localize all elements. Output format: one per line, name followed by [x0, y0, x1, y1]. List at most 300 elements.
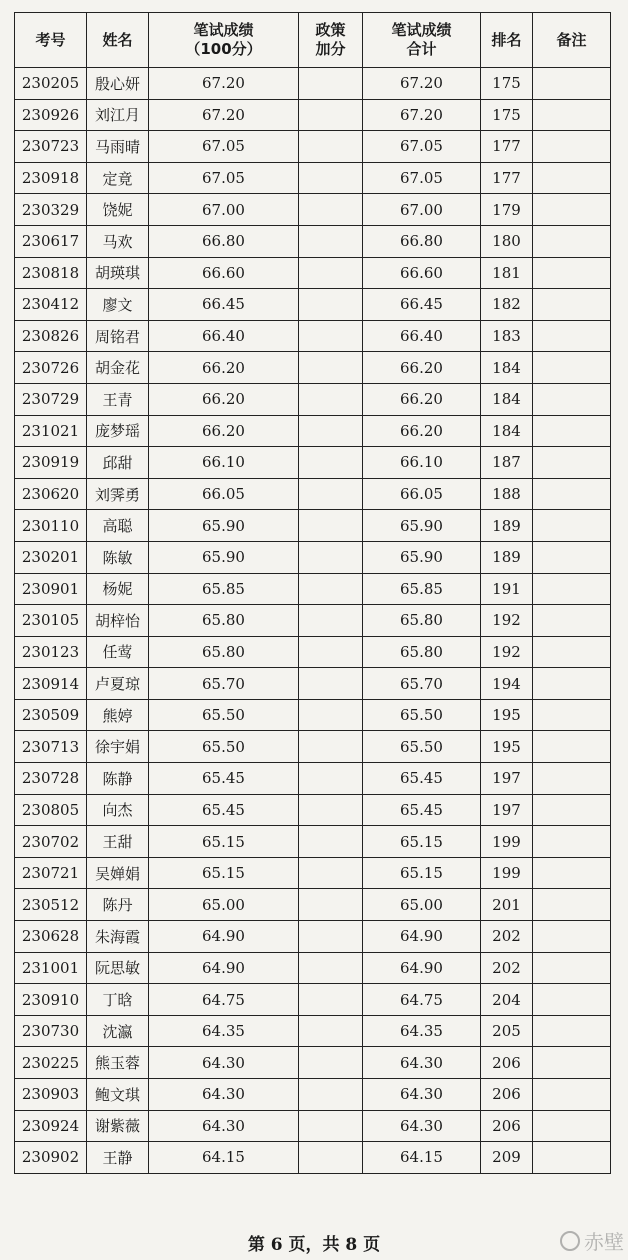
cell-exam-no: 231001 [15, 952, 87, 984]
cell-rank: 184 [481, 352, 533, 384]
header-policy-bonus-line2: 加分 [315, 40, 346, 58]
cell-name: 王静 [87, 1142, 149, 1174]
cell-exam-no: 230628 [15, 921, 87, 953]
cell-exam-no: 230726 [15, 352, 87, 384]
cell-exam-no: 230901 [15, 573, 87, 605]
cell-remarks [533, 1110, 611, 1142]
cell-remarks [533, 352, 611, 384]
cell-name: 卢夏琼 [87, 668, 149, 700]
cell-remarks [533, 952, 611, 984]
cell-written-total: 66.60 [363, 257, 481, 289]
cell-written-score: 67.00 [149, 194, 299, 226]
cell-rank: 181 [481, 257, 533, 289]
cell-rank: 199 [481, 857, 533, 889]
table-row [15, 984, 611, 1016]
cell-written-total: 65.45 [363, 794, 481, 826]
cell-rank: 209 [481, 1142, 533, 1174]
table-row [15, 510, 611, 542]
cell-name: 谢紫薇 [87, 1110, 149, 1142]
cell-written-total: 66.20 [363, 415, 481, 447]
cell-remarks [533, 921, 611, 953]
cell-exam-no: 230924 [15, 1110, 87, 1142]
cell-written-score: 66.05 [149, 478, 299, 510]
cell-rank: 205 [481, 1015, 533, 1047]
cell-rank: 188 [481, 478, 533, 510]
cell-rank: 194 [481, 668, 533, 700]
cell-written-score: 65.15 [149, 857, 299, 889]
cell-exam-no: 230805 [15, 794, 87, 826]
table-row [15, 320, 611, 352]
cell-rank: 195 [481, 699, 533, 731]
cell-policy-bonus [299, 541, 363, 573]
table-row [15, 68, 611, 100]
cell-exam-no: 230702 [15, 826, 87, 858]
cell-remarks [533, 478, 611, 510]
cell-name: 周铭君 [87, 320, 149, 352]
cell-policy-bonus [299, 194, 363, 226]
cell-policy-bonus [299, 320, 363, 352]
header-written-total [363, 13, 481, 68]
cell-exam-no: 230225 [15, 1047, 87, 1079]
cell-exam-no: 230910 [15, 984, 87, 1016]
cell-policy-bonus [299, 763, 363, 795]
cell-name: 饶妮 [87, 194, 149, 226]
cell-written-total: 67.05 [363, 162, 481, 194]
cell-written-score: 67.05 [149, 131, 299, 163]
cell-name: 陈静 [87, 763, 149, 795]
header-exam-no: 考号 [15, 13, 87, 68]
table-row [15, 573, 611, 605]
cell-name: 王青 [87, 383, 149, 415]
cell-rank: 183 [481, 320, 533, 352]
cell-name: 邱甜 [87, 447, 149, 479]
cell-remarks [533, 194, 611, 226]
cell-written-total: 65.15 [363, 826, 481, 858]
cell-written-total: 64.30 [363, 1079, 481, 1111]
header-policy-bonus [299, 13, 363, 68]
cell-rank: 197 [481, 794, 533, 826]
cell-policy-bonus [299, 889, 363, 921]
cell-remarks [533, 1079, 611, 1111]
cell-name: 杨妮 [87, 573, 149, 605]
table-row [15, 1015, 611, 1047]
cell-name: 向杰 [87, 794, 149, 826]
cell-written-score: 67.20 [149, 68, 299, 100]
cell-remarks [533, 857, 611, 889]
cell-policy-bonus [299, 605, 363, 637]
cell-exam-no: 230826 [15, 320, 87, 352]
cell-exam-no: 230914 [15, 668, 87, 700]
header-name: 姓名 [87, 13, 149, 68]
table-row [15, 668, 611, 700]
cell-written-total: 67.00 [363, 194, 481, 226]
table-row [15, 1047, 611, 1079]
cell-policy-bonus [299, 415, 363, 447]
cell-name: 胡梓怡 [87, 605, 149, 637]
cell-remarks [533, 1015, 611, 1047]
cell-policy-bonus [299, 383, 363, 415]
cell-rank: 206 [481, 1047, 533, 1079]
cell-written-total: 65.45 [363, 763, 481, 795]
cell-written-score: 64.75 [149, 984, 299, 1016]
cell-remarks [533, 636, 611, 668]
cell-policy-bonus [299, 668, 363, 700]
table-row [15, 889, 611, 921]
cell-policy-bonus [299, 573, 363, 605]
header-policy-bonus-line1: 政策 [315, 21, 346, 39]
cell-name: 朱海霞 [87, 921, 149, 953]
cell-remarks [533, 605, 611, 637]
cell-rank: 175 [481, 99, 533, 131]
table-row [15, 289, 611, 321]
cell-exam-no: 230728 [15, 763, 87, 795]
cell-written-total: 64.30 [363, 1110, 481, 1142]
cell-name: 鲍文琪 [87, 1079, 149, 1111]
cell-policy-bonus [299, 636, 363, 668]
cell-policy-bonus [299, 447, 363, 479]
cell-rank: 179 [481, 194, 533, 226]
cell-written-total: 66.10 [363, 447, 481, 479]
table-row [15, 415, 611, 447]
cell-remarks [533, 131, 611, 163]
cell-rank: 201 [481, 889, 533, 921]
cell-written-score: 64.90 [149, 921, 299, 953]
cell-name: 熊玉蓉 [87, 1047, 149, 1079]
cell-rank: 177 [481, 162, 533, 194]
cell-written-score: 65.50 [149, 699, 299, 731]
cell-written-score: 66.40 [149, 320, 299, 352]
cell-policy-bonus [299, 952, 363, 984]
cell-exam-no: 230512 [15, 889, 87, 921]
cell-written-score: 64.35 [149, 1015, 299, 1047]
cell-name: 沈瀛 [87, 1015, 149, 1047]
cell-exam-no: 230713 [15, 731, 87, 763]
cell-written-total: 65.85 [363, 573, 481, 605]
cell-written-score: 66.20 [149, 415, 299, 447]
cell-remarks [533, 984, 611, 1016]
cell-policy-bonus [299, 289, 363, 321]
header-row [15, 13, 611, 68]
cell-written-score: 66.80 [149, 225, 299, 257]
score-table [14, 12, 611, 1174]
cell-written-total: 67.20 [363, 68, 481, 100]
cell-rank: 202 [481, 921, 533, 953]
cell-rank: 206 [481, 1110, 533, 1142]
cell-rank: 191 [481, 573, 533, 605]
cell-name: 刘霁勇 [87, 478, 149, 510]
cell-name: 马欢 [87, 225, 149, 257]
table-row [15, 541, 611, 573]
table-body [15, 68, 611, 1174]
cell-remarks [533, 699, 611, 731]
cell-written-score: 64.30 [149, 1079, 299, 1111]
cell-written-total: 65.70 [363, 668, 481, 700]
table-row [15, 1142, 611, 1174]
wechat-icon [560, 1231, 580, 1251]
cell-name: 胡金花 [87, 352, 149, 384]
cell-written-score: 65.45 [149, 763, 299, 795]
cell-written-score: 65.00 [149, 889, 299, 921]
cell-remarks [533, 257, 611, 289]
cell-exam-no: 230926 [15, 99, 87, 131]
table-row [15, 352, 611, 384]
cell-rank: 199 [481, 826, 533, 858]
cell-remarks [533, 1142, 611, 1174]
table-row [15, 763, 611, 795]
cell-written-score: 65.90 [149, 541, 299, 573]
cell-written-score: 64.30 [149, 1110, 299, 1142]
cell-rank: 175 [481, 68, 533, 100]
cell-remarks [533, 1047, 611, 1079]
cell-remarks [533, 447, 611, 479]
cell-exam-no: 230329 [15, 194, 87, 226]
cell-rank: 187 [481, 447, 533, 479]
cell-written-total: 64.90 [363, 921, 481, 953]
cell-rank: 180 [481, 225, 533, 257]
cell-written-total: 65.80 [363, 605, 481, 637]
cell-written-score: 65.90 [149, 510, 299, 542]
cell-written-score: 65.15 [149, 826, 299, 858]
cell-policy-bonus [299, 731, 363, 763]
cell-written-total: 66.45 [363, 289, 481, 321]
cell-written-score: 67.05 [149, 162, 299, 194]
cell-written-score: 66.60 [149, 257, 299, 289]
cell-remarks [533, 573, 611, 605]
table-row [15, 636, 611, 668]
table-header [15, 13, 611, 68]
cell-exam-no: 230509 [15, 699, 87, 731]
cell-policy-bonus [299, 162, 363, 194]
cell-written-total: 65.90 [363, 510, 481, 542]
table-row [15, 1110, 611, 1142]
cell-exam-no: 230918 [15, 162, 87, 194]
cell-rank: 206 [481, 1079, 533, 1111]
cell-policy-bonus [299, 1015, 363, 1047]
table-row [15, 131, 611, 163]
cell-rank: 192 [481, 636, 533, 668]
table-row [15, 952, 611, 984]
table-row [15, 731, 611, 763]
table-row [15, 447, 611, 479]
cell-remarks [533, 415, 611, 447]
cell-rank: 182 [481, 289, 533, 321]
cell-written-total: 65.90 [363, 541, 481, 573]
cell-written-score: 65.70 [149, 668, 299, 700]
cell-written-score: 65.80 [149, 636, 299, 668]
cell-remarks [533, 162, 611, 194]
cell-exam-no: 230721 [15, 857, 87, 889]
cell-name: 吴婵娟 [87, 857, 149, 889]
cell-written-score: 66.20 [149, 383, 299, 415]
cell-exam-no: 230902 [15, 1142, 87, 1174]
page-number-footer: 第 6 页，共 8 页 [247, 1235, 381, 1255]
cell-written-total: 66.20 [363, 383, 481, 415]
cell-remarks [533, 763, 611, 795]
cell-written-score: 64.30 [149, 1047, 299, 1079]
cell-policy-bonus [299, 794, 363, 826]
cell-written-total: 67.20 [363, 99, 481, 131]
cell-rank: 195 [481, 731, 533, 763]
cell-exam-no: 230818 [15, 257, 87, 289]
cell-remarks [533, 383, 611, 415]
cell-exam-no: 230723 [15, 131, 87, 163]
cell-name: 陈丹 [87, 889, 149, 921]
table-row [15, 383, 611, 415]
cell-remarks [533, 668, 611, 700]
cell-written-total: 64.15 [363, 1142, 481, 1174]
cell-remarks [533, 68, 611, 100]
cell-policy-bonus [299, 826, 363, 858]
cell-exam-no: 230903 [15, 1079, 87, 1111]
cell-written-total: 65.50 [363, 699, 481, 731]
cell-written-score: 64.15 [149, 1142, 299, 1174]
cell-written-total: 64.35 [363, 1015, 481, 1047]
table-row [15, 162, 611, 194]
cell-policy-bonus [299, 510, 363, 542]
cell-written-total: 64.90 [363, 952, 481, 984]
cell-written-total: 66.80 [363, 225, 481, 257]
cell-written-score: 65.80 [149, 605, 299, 637]
cell-exam-no: 230205 [15, 68, 87, 100]
cell-policy-bonus [299, 1079, 363, 1111]
cell-written-score: 67.20 [149, 99, 299, 131]
cell-policy-bonus [299, 1142, 363, 1174]
cell-policy-bonus [299, 352, 363, 384]
table-row [15, 794, 611, 826]
table-row [15, 605, 611, 637]
cell-written-total: 65.80 [363, 636, 481, 668]
cell-exam-no: 230105 [15, 605, 87, 637]
cell-written-total: 66.40 [363, 320, 481, 352]
table-row [15, 1079, 611, 1111]
cell-written-total: 66.20 [363, 352, 481, 384]
cell-exam-no: 230620 [15, 478, 87, 510]
watermark-text: 赤壁 [584, 1230, 624, 1254]
cell-exam-no: 230919 [15, 447, 87, 479]
cell-rank: 189 [481, 510, 533, 542]
cell-remarks [533, 794, 611, 826]
cell-name: 定竟 [87, 162, 149, 194]
cell-written-total: 65.00 [363, 889, 481, 921]
header-rank: 排名 [481, 13, 533, 68]
cell-written-total: 66.05 [363, 478, 481, 510]
cell-name: 廖文 [87, 289, 149, 321]
cell-name: 马雨晴 [87, 131, 149, 163]
table-row [15, 478, 611, 510]
cell-written-score: 65.85 [149, 573, 299, 605]
cell-rank: 177 [481, 131, 533, 163]
cell-exam-no: 230110 [15, 510, 87, 542]
cell-rank: 202 [481, 952, 533, 984]
table-row [15, 225, 611, 257]
cell-written-total: 64.30 [363, 1047, 481, 1079]
cell-exam-no: 230412 [15, 289, 87, 321]
cell-written-total: 67.05 [363, 131, 481, 163]
cell-remarks [533, 541, 611, 573]
cell-policy-bonus [299, 131, 363, 163]
cell-rank: 197 [481, 763, 533, 795]
cell-rank: 189 [481, 541, 533, 573]
cell-name: 刘江月 [87, 99, 149, 131]
cell-policy-bonus [299, 857, 363, 889]
table-row [15, 921, 611, 953]
cell-written-score: 65.50 [149, 731, 299, 763]
cell-name: 胡瑛琪 [87, 257, 149, 289]
cell-remarks [533, 510, 611, 542]
cell-written-total: 65.15 [363, 857, 481, 889]
cell-name: 殷心妍 [87, 68, 149, 100]
cell-exam-no: 230729 [15, 383, 87, 415]
cell-policy-bonus [299, 68, 363, 100]
cell-name: 王甜 [87, 826, 149, 858]
cell-remarks [533, 320, 611, 352]
cell-remarks [533, 289, 611, 321]
cell-rank: 204 [481, 984, 533, 1016]
cell-policy-bonus [299, 478, 363, 510]
cell-remarks [533, 826, 611, 858]
cell-written-score: 66.20 [149, 352, 299, 384]
header-written-total-line2: 合计 [406, 40, 437, 58]
cell-policy-bonus [299, 699, 363, 731]
cell-rank: 184 [481, 415, 533, 447]
header-written-score-line2: （100分） [185, 40, 262, 58]
cell-name: 任莺 [87, 636, 149, 668]
cell-written-total: 64.75 [363, 984, 481, 1016]
cell-name: 庞梦瑶 [87, 415, 149, 447]
cell-name: 徐宇娟 [87, 731, 149, 763]
cell-written-score: 66.10 [149, 447, 299, 479]
cell-written-score: 65.45 [149, 794, 299, 826]
cell-name: 熊婷 [87, 699, 149, 731]
header-written-score [149, 13, 299, 68]
cell-policy-bonus [299, 984, 363, 1016]
cell-exam-no: 230201 [15, 541, 87, 573]
cell-remarks [533, 225, 611, 257]
table-row [15, 857, 611, 889]
table-row [15, 99, 611, 131]
cell-name: 陈敏 [87, 541, 149, 573]
cell-policy-bonus [299, 1110, 363, 1142]
cell-remarks [533, 889, 611, 921]
cell-exam-no: 230730 [15, 1015, 87, 1047]
header-written-total-line1: 笔试成绩 [391, 21, 452, 39]
cell-policy-bonus [299, 225, 363, 257]
cell-policy-bonus [299, 99, 363, 131]
cell-policy-bonus [299, 1047, 363, 1079]
header-written-score-line1: 笔试成绩 [193, 21, 254, 39]
cell-rank: 192 [481, 605, 533, 637]
cell-exam-no: 231021 [15, 415, 87, 447]
cell-name: 阮思敏 [87, 952, 149, 984]
cell-policy-bonus [299, 257, 363, 289]
watermark [560, 1226, 624, 1255]
table-row [15, 699, 611, 731]
cell-remarks [533, 731, 611, 763]
cell-exam-no: 230617 [15, 225, 87, 257]
cell-written-total: 65.50 [363, 731, 481, 763]
cell-written-score: 66.45 [149, 289, 299, 321]
table-row [15, 194, 611, 226]
cell-exam-no: 230123 [15, 636, 87, 668]
cell-name: 丁晗 [87, 984, 149, 1016]
table-row [15, 257, 611, 289]
cell-written-score: 64.90 [149, 952, 299, 984]
cell-name: 高聪 [87, 510, 149, 542]
cell-policy-bonus [299, 921, 363, 953]
cell-rank: 184 [481, 383, 533, 415]
table-row [15, 826, 611, 858]
header-remarks: 备注 [533, 13, 611, 68]
